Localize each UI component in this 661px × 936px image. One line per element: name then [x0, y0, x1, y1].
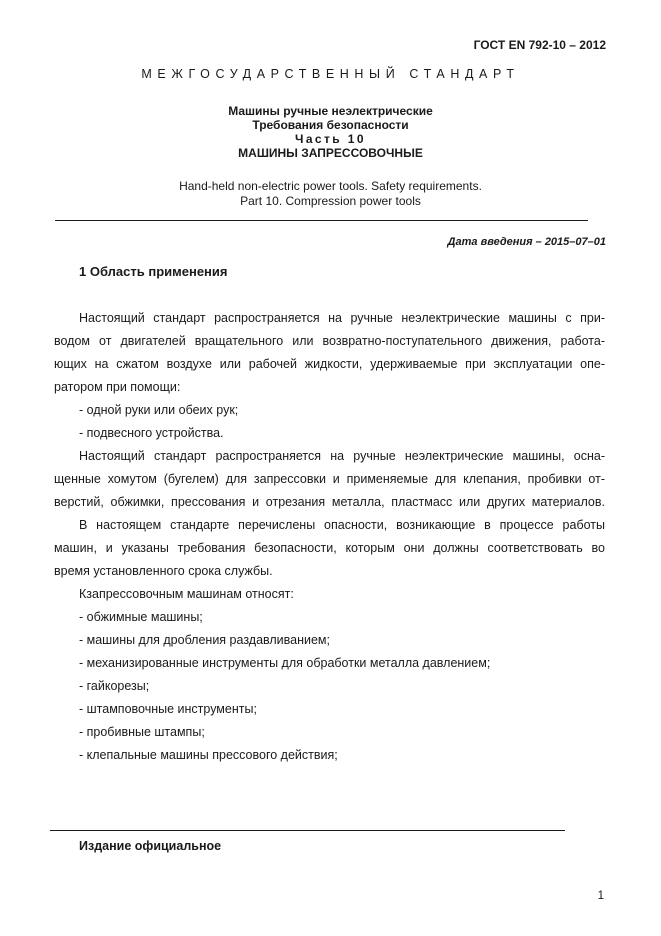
title-ru-line-2: Требования безопасности	[252, 118, 409, 132]
text-line: В настоящем стандарте перечислены опасности, возникающие в процессе работы	[79, 518, 605, 532]
list-item: - обжимные машины;	[79, 610, 203, 624]
text-line: время установленного срока службы.	[54, 564, 273, 578]
title-ru-part: Часть 10	[295, 132, 366, 146]
list-item: - механизированные инструменты для обработки металла давлением;	[79, 656, 491, 670]
paragraph-hazards	[54, 514, 605, 583]
list-intro: Кзапрессовочным машинам относят:	[79, 587, 294, 601]
text-line: щенные хомутом (бугелем) для запрессовки и применяемые для клепания, пробивки от-	[54, 472, 605, 486]
list-item: - подвесного устройства.	[79, 426, 224, 440]
title-ru-subject: МАШИНЫ ЗАПРЕССОВОЧНЫЕ	[238, 146, 423, 160]
paragraph-scope	[54, 307, 605, 399]
page-number: 1	[597, 890, 604, 902]
title-ru-line-1: Машины ручные неэлектрические	[228, 104, 433, 118]
paragraph-compression	[54, 445, 605, 514]
official-edition-label: Издание официальное	[79, 839, 222, 853]
intro-date: Дата введения – 2015–07–01	[447, 236, 606, 248]
text-line: верстий, обжимки, прессования и отрезания металла, пластмасс или других материалов.	[54, 495, 605, 509]
list-item: - штамповочные инструменты;	[79, 702, 257, 716]
list-item: - одной руки или обеих рук;	[79, 403, 239, 417]
list-item: - клепальные машины прессового действия;	[79, 748, 338, 762]
list-item: - гайкорезы;	[79, 679, 150, 693]
section-heading: 1 Область применения	[79, 264, 228, 279]
title-en-line-2: Part 10. Compression power tools	[240, 194, 421, 208]
standard-type-heading: МЕЖГОСУДАРСТВЕННЫЙ СТАНДАРТ	[141, 67, 520, 81]
text-line: ратором при помощи:	[54, 380, 181, 394]
text-line: ющих на сжатом воздухе или рабочей жидкости, удерживаемые при эксплуатации опе-	[54, 357, 605, 371]
footer-divider	[50, 830, 565, 831]
document-code: ГОСТ EN 792-10 – 2012	[473, 38, 606, 52]
text-line: машин, и указаны требования безопасности, которым они должны соответствовать во	[54, 541, 605, 555]
list-item: - пробивные штампы;	[79, 725, 205, 739]
section-body	[54, 307, 605, 767]
text-line: водом от двигателей вращательного или возвратно-поступательного движения, работа-	[54, 334, 605, 348]
list-item: - машины для дробления раздавливанием;	[79, 633, 331, 647]
text-line: Настоящий стандарт распространяется на ручные неэлектрические машины, осна-	[79, 449, 605, 463]
text-line: Настоящий стандарт распространяется на ручные неэлектрические машины с при-	[79, 311, 605, 325]
header-divider	[55, 220, 588, 221]
title-en-line-1: Hand-held non-electric power tools. Safety requirements.	[179, 179, 482, 193]
